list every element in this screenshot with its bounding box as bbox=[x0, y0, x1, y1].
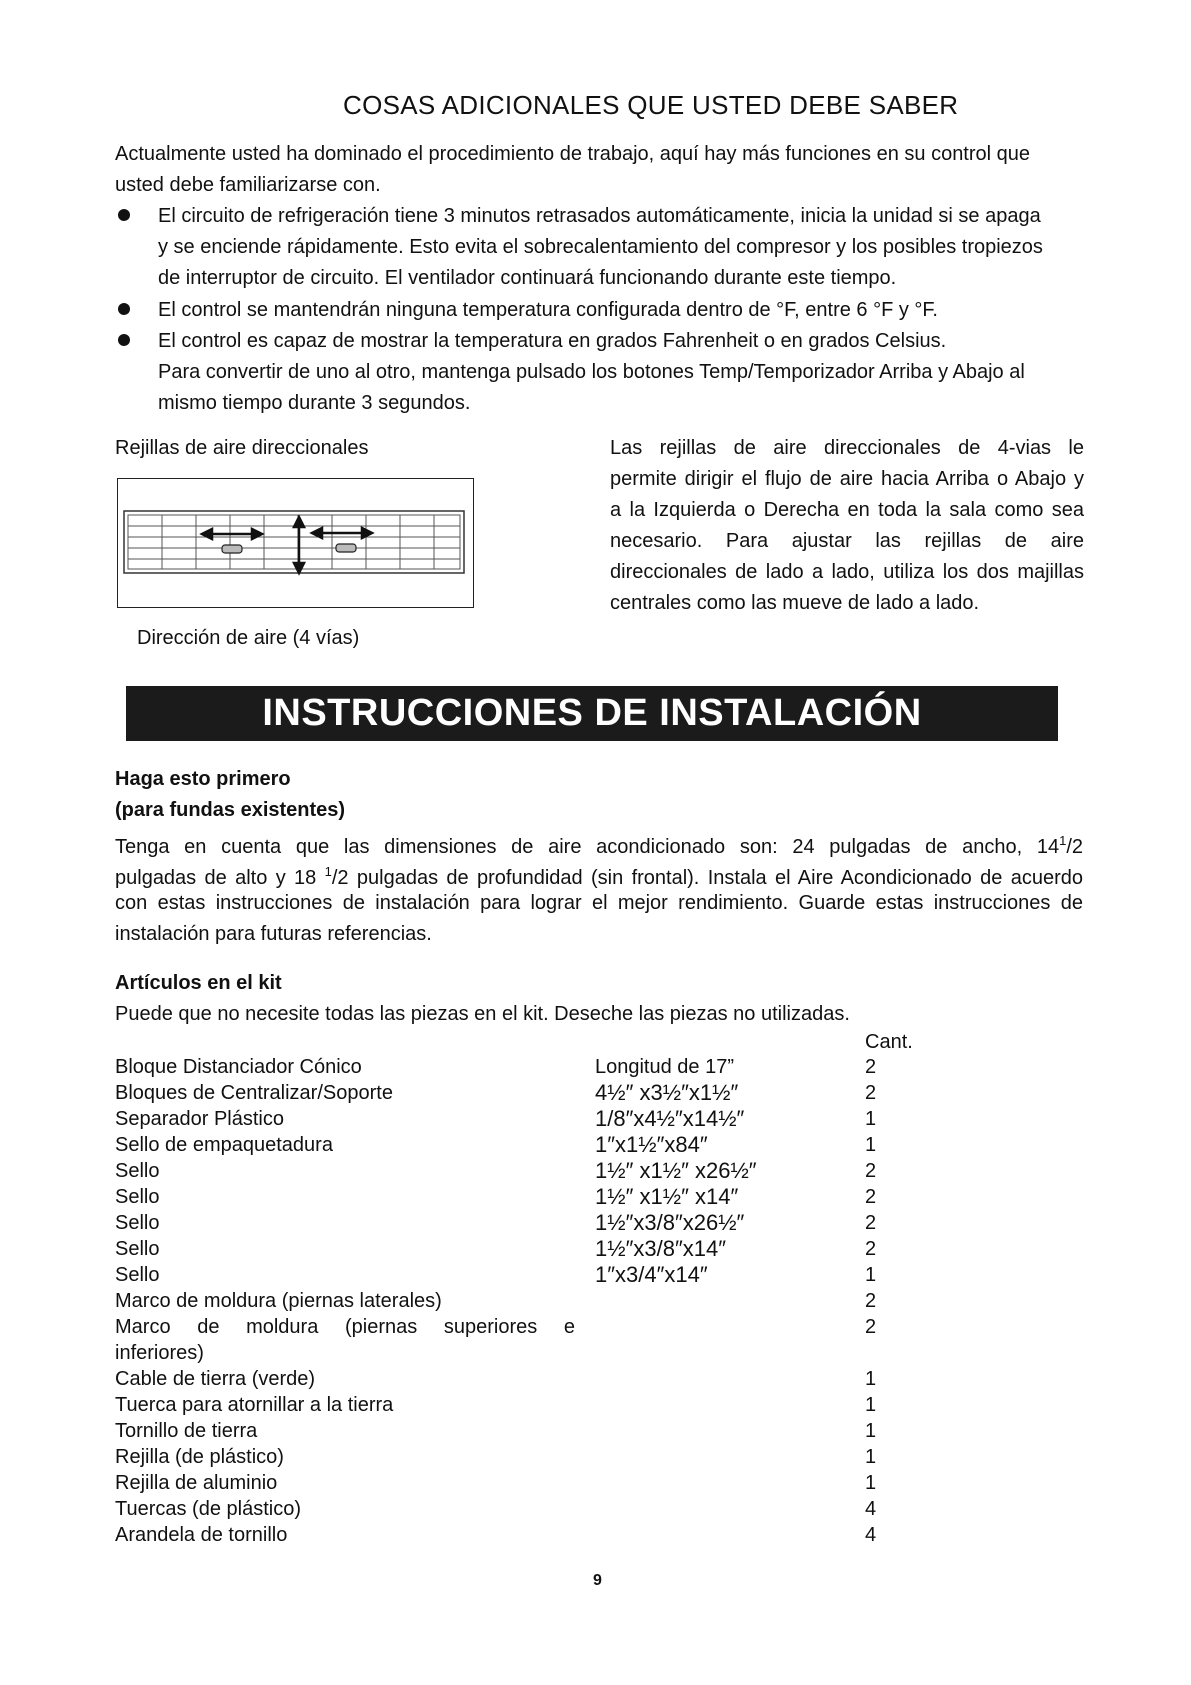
kit-item-dimension: 1½″x3/8″x26½″ bbox=[595, 1210, 745, 1235]
kit-item-row bbox=[115, 1366, 915, 1392]
kit-item-row bbox=[115, 1496, 915, 1522]
page-number: 9 bbox=[593, 1572, 602, 1589]
kit-item-row bbox=[115, 1158, 915, 1184]
kit-item-row bbox=[115, 1340, 915, 1366]
kit-item-dimension: Longitud de 17” bbox=[595, 1056, 735, 1078]
kit-item-row bbox=[115, 1288, 915, 1314]
kit-item-row bbox=[115, 1132, 915, 1158]
kit-item-qty: 2 bbox=[865, 1290, 877, 1312]
bullet-icon bbox=[118, 303, 130, 315]
kit-item-row bbox=[115, 1236, 915, 1262]
kit-item-name: Rejilla de aluminio bbox=[115, 1472, 278, 1494]
heading-existing-sleeves: (para fundas existentes) bbox=[115, 799, 346, 821]
kit-item-dimension: 1/8″x4½″x14½″ bbox=[595, 1106, 745, 1131]
kit-item-row bbox=[115, 1522, 915, 1548]
kit-item-name: Marco de moldura (piernas laterales) bbox=[115, 1290, 442, 1312]
louvers-desc-line-1: Las rejillas de aire direccionales de 4-vias le bbox=[610, 437, 1084, 459]
kit-item-qty: 4 bbox=[865, 1498, 877, 1520]
intro-line-1: Actualmente usted ha dominado el procedimiento de trabajo, aquí hay más funciones en su control que bbox=[115, 143, 1031, 165]
kit-note: Puede que no necesite todas las piezas en el kit. Deseche las piezas no utilizadas. bbox=[115, 1003, 850, 1025]
kit-item-name: Sello bbox=[115, 1212, 160, 1234]
kit-item-qty: 4 bbox=[865, 1524, 877, 1546]
bullet1-line-3: de interruptor de circuito. El ventilador continuará funcionando durante este tiempo. bbox=[158, 267, 897, 289]
bullet-icon bbox=[118, 334, 130, 346]
kit-item-qty: 2 bbox=[865, 1082, 877, 1104]
air-louver-illustration bbox=[118, 479, 472, 606]
kit-item-dimension: 1½″ x1½″ x26½″ bbox=[595, 1158, 757, 1183]
bullet3-line-3: mismo tiempo durante 3 segundos. bbox=[158, 392, 471, 414]
kit-item-name: Sello bbox=[115, 1160, 160, 1182]
kit-item-qty: 1 bbox=[865, 1108, 877, 1130]
bullet-icon bbox=[118, 209, 130, 221]
louver-diagram bbox=[117, 478, 474, 608]
kit-item-row bbox=[115, 1184, 915, 1210]
kit-item-name: Tuerca para atornillar a la tierra bbox=[115, 1394, 394, 1416]
louvers-label: Rejillas de aire direccionales bbox=[115, 437, 369, 459]
kit-item-dimension: 1″x1½″x84″ bbox=[595, 1132, 708, 1157]
kit-item-qty: 1 bbox=[865, 1420, 877, 1442]
kit-item-row bbox=[115, 1314, 915, 1340]
kit-item-row bbox=[115, 1470, 915, 1496]
louvers-desc-line-6: centrales como las mueve de lado a lado. bbox=[610, 592, 980, 614]
kit-item-name: Sello bbox=[115, 1264, 160, 1286]
kit-item-name: Marco de moldura (piernas superiores e bbox=[115, 1316, 575, 1338]
section-title: COSAS ADICIONALES QUE USTED DEBE SABER bbox=[343, 90, 959, 120]
kit-item-name: Tuercas (de plástico) bbox=[115, 1498, 301, 1520]
kit-item-name: Cable de tierra (verde) bbox=[115, 1368, 316, 1390]
kit-item-qty: 2 bbox=[865, 1186, 877, 1208]
installation-banner: INSTRUCCIONES DE INSTALACIÓN bbox=[126, 686, 1058, 741]
kit-item-name: inferiores) bbox=[115, 1342, 204, 1364]
kit-item-qty: 1 bbox=[865, 1472, 877, 1494]
kit-heading: Artículos en el kit bbox=[115, 972, 282, 994]
kit-item-row bbox=[115, 1210, 915, 1236]
kit-item-row bbox=[115, 1444, 915, 1470]
kit-item-name: Tornillo de tierra bbox=[115, 1420, 258, 1442]
kit-item-name: Bloque Distanciador Cónico bbox=[115, 1056, 362, 1078]
kit-item-qty: 2 bbox=[865, 1316, 877, 1338]
kit-item-dimension: 1″x3/4″x14″ bbox=[595, 1262, 708, 1287]
louvers-caption: Dirección de aire (4 vías) bbox=[137, 627, 360, 649]
dimensions-para-line-4: instalación para futuras referencias. bbox=[115, 923, 432, 945]
louvers-desc-line-5: direccionales de lado a lado, utiliza los dos majillas bbox=[610, 561, 1084, 583]
bullet1-line-1: El circuito de refrigeración tiene 3 minutos retrasados automáticamente, inicia la unidad si se apaga bbox=[158, 205, 1041, 227]
kit-item-qty: 1 bbox=[865, 1264, 877, 1286]
kit-item-name: Separador Plástico bbox=[115, 1108, 284, 1130]
kit-item-name: Bloques de Centralizar/Soporte bbox=[115, 1082, 393, 1104]
kit-item-qty: 2 bbox=[865, 1056, 877, 1078]
qty-header: Cant. bbox=[865, 1031, 913, 1053]
kit-item-name: Arandela de tornillo bbox=[115, 1524, 288, 1546]
kit-item-row bbox=[115, 1080, 915, 1106]
louvers-desc-line-3: a la Izquierda o Derecha en toda la sala como sea bbox=[610, 499, 1084, 521]
dimensions-para-line-1: Tenga en cuenta que las dimensiones de aire acondicionado son: 24 pulgadas de ancho, $14^1/2$ bbox=[115, 833, 1083, 858]
kit-item-name: Sello bbox=[115, 1186, 160, 1208]
kit-item-row bbox=[115, 1262, 915, 1288]
kit-item-row bbox=[115, 1418, 915, 1444]
kit-item-qty: 1 bbox=[865, 1394, 877, 1416]
dimensions-para-line-2: pulgadas de alto y 18 $^1$/2 pulgadas de profundidad (sin frontal). Instala el Aire Acondicionado de acuerdo bbox=[115, 864, 1083, 889]
louvers-desc-line-2: permite dirigir el flujo de aire hacia Arriba o Abajo y bbox=[610, 468, 1084, 490]
bullet2-line: El control se mantendrán ninguna temperatura configurada dentro de °F, entre 6 °F y °F. bbox=[158, 299, 938, 321]
kit-item-name: Sello de empaquetadura bbox=[115, 1134, 333, 1156]
kit-item-row bbox=[115, 1392, 915, 1418]
kit-item-name: Sello bbox=[115, 1238, 160, 1260]
louvers-desc-line-4: necesario. Para ajustar las rejillas de aire bbox=[610, 530, 1084, 552]
kit-item-dimension: 4½″ x3½″x1½″ bbox=[595, 1080, 739, 1105]
kit-item-name: Rejilla (de plástico) bbox=[115, 1446, 284, 1468]
kit-item-row bbox=[115, 1054, 915, 1080]
intro-line-2: usted debe familiarizarse con. bbox=[115, 174, 381, 196]
kit-item-qty: 2 bbox=[865, 1238, 877, 1260]
kit-item-row bbox=[115, 1106, 915, 1132]
dimensions-para-line-3: con estas instrucciones de instalación para lograr el mejor rendimiento. Guarde estas instrucciones de bbox=[115, 892, 1083, 914]
bullet1-line-2: y se enciende rápidamente. Esto evita el sobrecalentamiento del compresor y los posibles tropiezos bbox=[158, 236, 1043, 258]
kit-item-dimension: 1½″x3/8″x14″ bbox=[595, 1236, 727, 1261]
kit-item-qty: 1 bbox=[865, 1368, 877, 1390]
kit-item-qty: 1 bbox=[865, 1446, 877, 1468]
kit-item-dimension: 1½″ x1½″ x14″ bbox=[595, 1184, 739, 1209]
kit-item-qty: 2 bbox=[865, 1212, 877, 1234]
bullet3-line-1: El control es capaz de mostrar la temperatura en grados Fahrenheit o en grados Celsius. bbox=[158, 330, 947, 352]
heading-do-this-first: Haga esto primero bbox=[115, 768, 291, 790]
kit-item-qty: 2 bbox=[865, 1160, 877, 1182]
kit-item-qty: 1 bbox=[865, 1134, 877, 1156]
bullet3-line-2: Para convertir de uno al otro, mantenga pulsado los botones Temp/Temporizador Arriba y Abajo al bbox=[158, 361, 1025, 383]
